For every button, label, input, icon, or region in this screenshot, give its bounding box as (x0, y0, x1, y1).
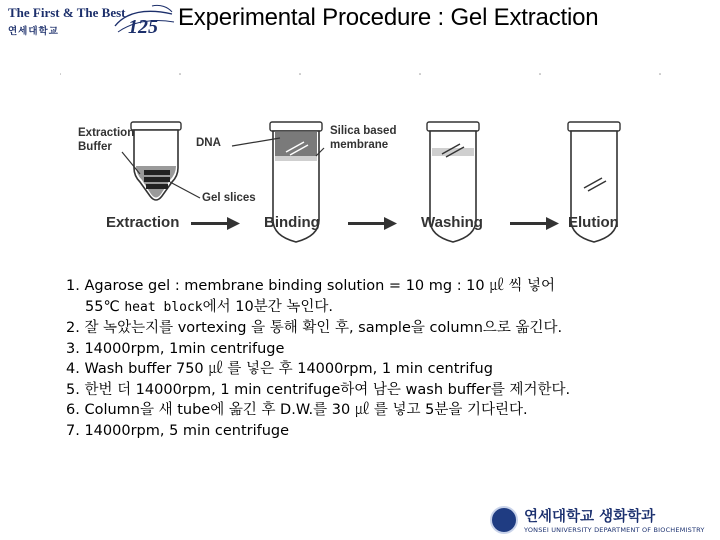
procedure-step-4: 4. Wash buffer 750 ㎕ 를 넣은 후 14000rpm, 1 min centrifug (66, 361, 493, 377)
anniversary-emblem-icon (112, 2, 176, 42)
gel-extraction-diagram (60, 70, 670, 245)
university-seal-icon (490, 506, 518, 534)
arrow-right-icon (510, 217, 559, 230)
procedure-step-1-continued: 55℃ heat block에서 10분간 녹인다. (85, 298, 333, 315)
step-label-elution: Elution (568, 214, 619, 231)
procedure-list (66, 276, 706, 441)
procedure-step-2: 2. 잘 녹았는지를 vortexing 을 통해 확인 후, sample을 column으로 옮긴다. (66, 320, 563, 336)
procedure-step-5: 5. 한번 더 14000rpm, 1 min centrifuge하여 남은 wash buffer를 제거한다. (66, 381, 571, 398)
label-gel-slices: Gel slices (202, 192, 256, 204)
logo-slogan: The First & The Best (8, 5, 126, 20)
procedure-step-7: 7. 14000rpm, 5 min centrifuge (66, 422, 290, 439)
department-name-english: YONSEI UNIVERSITY DEPARTMENT OF BIOCHEMISTRY (524, 526, 705, 534)
arrow-right-icon (191, 217, 240, 230)
department-logo (488, 500, 718, 538)
label-extraction-buffer: Extraction Buffer (78, 127, 135, 153)
process-arrows (191, 217, 559, 230)
page-title: Experimental Procedure : Gel Extraction (178, 4, 599, 31)
arrow-right-icon (348, 217, 397, 230)
procedure-step-3: 3. 14000rpm, 1min centrifuge (66, 340, 285, 357)
emblem-text: 125 (128, 16, 158, 38)
step-label-extraction: Extraction (106, 214, 180, 231)
step-label-washing: Washing (421, 214, 483, 231)
university-logo (8, 5, 126, 37)
procedure-step-6: 6. Column을 새 tube에 옮긴 후 D.W.를 30 ㎕ 를 넣고 5분을 기다린다. (66, 402, 528, 418)
label-silica-membrane: Silica based membrane (330, 125, 397, 151)
extraction-tube-icon (131, 122, 181, 200)
logo-university-name: 연세대학교 (8, 26, 59, 37)
procedure-step-1: 1. Agarose gel : membrane binding solution = 10 mg : 10 ㎕ 씩 넣어 (66, 278, 555, 294)
step-label-binding: Binding (264, 214, 320, 231)
department-name-korean: 연세대학교 생화학과 (524, 509, 656, 525)
label-dna: DNA (196, 137, 221, 149)
